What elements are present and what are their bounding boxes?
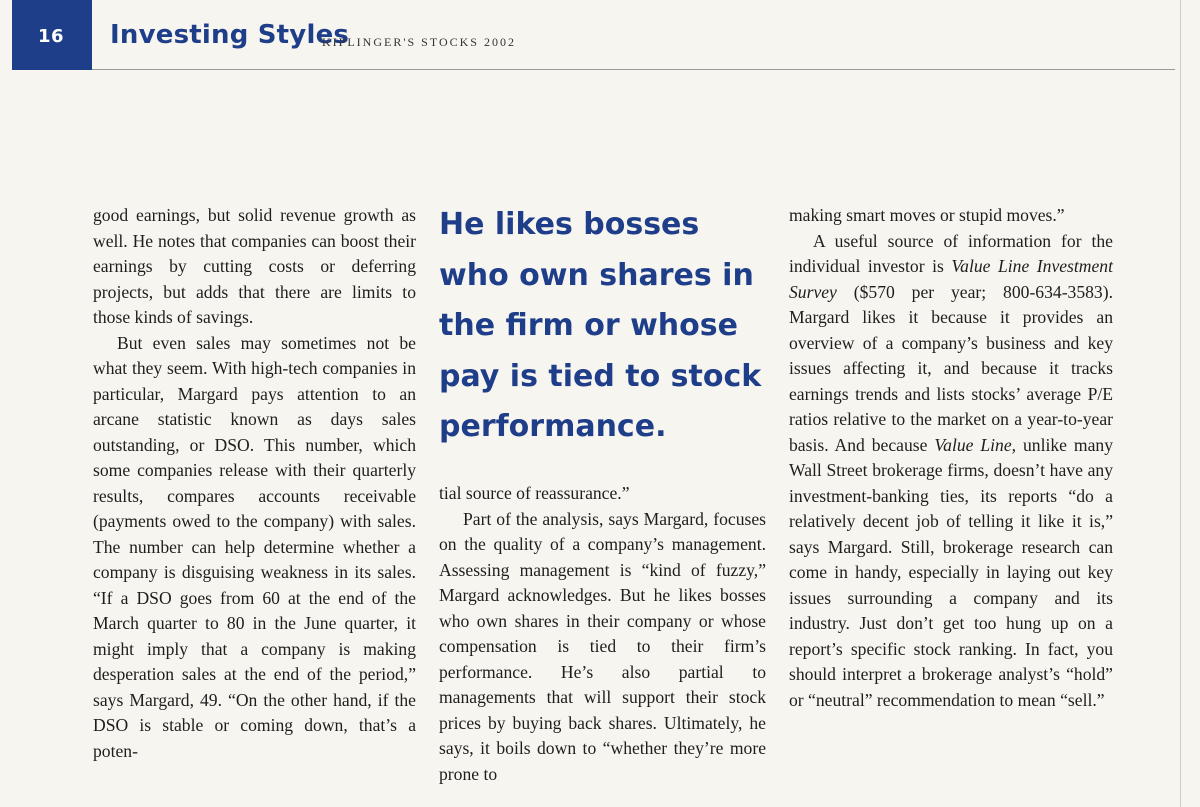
page-number: 16	[38, 26, 65, 47]
section-title: Investing Styles	[110, 20, 350, 50]
column1-paragraph-2: But even sales may sometimes not be what they seem. With high-tech companies in particular, Margard pays attention to an arcane statistic known as days sales outstanding, or DSO. This number, which some companies release with their quarterly results, compares accounts receivable (payments owed to the company) with sales. The number can help determine whether a company is disguising weakness in its sales. “If a DSO goes from 60 at the end of the March quarter to 80 in the June quarter, it might imply that a company is making desperation sales at the end of the period,” says Margard, 49. “On the other hand, if the DSO is stable or coming down, that’s a poten-	[93, 332, 416, 761]
value-line-name: Value Line,	[934, 434, 1017, 455]
article-column-3	[789, 203, 1113, 713]
column3-text-b: ($570 per year; 800-634-3583). Margard likes it because it provides an overview of a company’s business and key issues affecting it, and because it tracks earnings trends and lists stocks’ average P/E ratios relative to the market on a year-to-year basis. And because	[789, 281, 1113, 455]
column3-text-a: A useful source of information for the individual investor is	[789, 230, 1113, 276]
column3-paragraph-2	[789, 229, 1113, 714]
column2-paragraph-2: Part of the analysis, says Margard, focuses on the quality of a company’s management. Assessing management is “kind of fuzzy,” Margard acknowledges. But he likes bosses who own shares in their company or whose compensation is tied to their firm’s performance. He’s also partial to managements that will support their stock prices by buying back shares. Ultimately, he says, it boils down to “whether they’re more prone to	[439, 508, 766, 784]
publication-name: KIPLINGER'S STOCKS 2002	[322, 35, 516, 49]
header-divider	[92, 69, 1175, 70]
column3-paragraph-1: making smart moves or stupid moves.”	[789, 205, 1065, 225]
article-column-2	[439, 481, 766, 787]
page-edge-line	[1180, 0, 1181, 807]
column3-text-c: unlike many Wall Street brokerage firms, doesn’t have any investment-banking ties, its reports “do a relatively decent job of telling it like it is,” says Margard. Still, brokerage research can come in handy, especially in laying out key issues surrounding a company and its industry. Just don’t get too hung up on a report’s specific stock ranking. In fact, you should interpret a brokerage analyst’s “hold” or “neutral” recommendation to mean “sell.”	[789, 434, 1113, 710]
article-column-1	[93, 203, 416, 764]
value-line-survey-title: Value Line Investment Survey	[789, 256, 1113, 302]
pull-quote: He likes bosses who own shares in the firm or whose pay is tied to stock performance.	[439, 207, 762, 445]
column1-paragraph-1: good earnings, but solid revenue growth as well. He notes that companies can boost their earnings by cutting costs or deferring projects, but adds that there are limits to those kinds of savings.	[93, 205, 416, 327]
column2-paragraph-1: tial source of reassurance.”	[439, 483, 630, 503]
